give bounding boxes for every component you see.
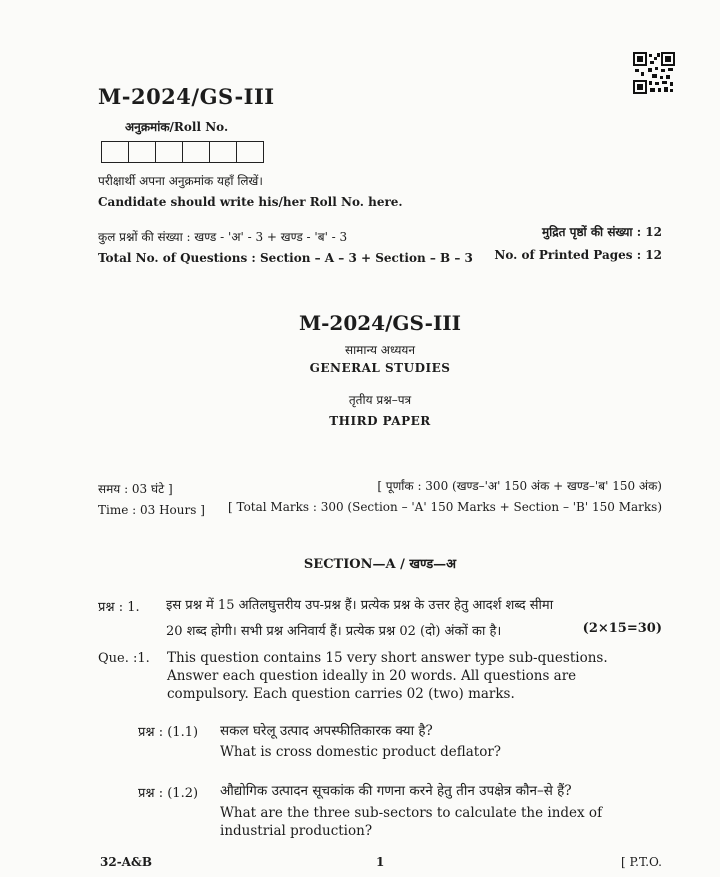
sub-question-text-english: industrial production? <box>220 823 373 839</box>
total-marks-english: [ Total Marks : 300 (Section – 'A' 150 Marks + Section – 'B' 150 Marks) <box>228 500 662 514</box>
sub-question-number: प्रश्न : (1.1) <box>138 725 199 740</box>
question-number-english: Que. :1. <box>98 651 150 666</box>
question-marks: (2×15=30) <box>582 621 662 636</box>
question-text-english: compulsory. Each question carries 02 (two) marks. <box>167 686 515 702</box>
subject-english: GENERAL STUDIES <box>309 361 451 375</box>
roll-number-label: अनुक्रमांक/Roll No. <box>125 120 229 134</box>
section-heading: SECTION—A / खण्ड—अ <box>303 557 457 572</box>
sub-question-text-english: What are the three sub-sectors to calculate the index of <box>220 805 603 821</box>
paper-code-top: M-2024/GS-III <box>98 84 275 109</box>
total-questions-hindi: कुल प्रश्नों की संख्या : खण्ड - 'अ' - 3 + खण्ड - 'ब' - 3 <box>98 230 348 244</box>
roll-instruction-english: Candidate should write his/her Roll No. here. <box>98 195 403 209</box>
roll-digit-box[interactable] <box>102 142 129 162</box>
sub-question-text-english: What is cross domestic product deflator? <box>220 744 502 760</box>
question-text-english: Answer each question ideally in 20 words. All questions are <box>167 668 577 684</box>
roll-instruction-hindi: परीक्षार्थी अपना अनुक्रमांक यहाँ लिखें। <box>98 174 263 188</box>
question-text-english: This question contains 15 very short answer type sub-questions. <box>167 650 608 666</box>
question-text-hindi: 20 शब्द होगी। सभी प्रश्न अनिवार्य हैं। प्रत्येक प्रश्न 02 (दो) अंकों का है। <box>166 624 502 639</box>
printed-pages-english: No. of Printed Pages : 12 <box>494 248 662 262</box>
printed-pages-hindi: मुद्रित पृष्ठों की संख्या : 12 <box>541 225 662 239</box>
roll-digit-box[interactable] <box>183 142 210 162</box>
roll-digit-box[interactable] <box>156 142 183 162</box>
qr-code-icon <box>633 52 675 94</box>
question-number-hindi: प्रश्न : 1. <box>98 600 140 615</box>
paper-number-hindi: तृतीय प्रश्न–पत्र <box>348 393 412 407</box>
sub-question-text-hindi: औद्योगिक उत्पादन सूचकांक की गणना करने हेतु तीन उपक्षेत्र कौन–से हैं? <box>220 783 572 799</box>
question-text-hindi: इस प्रश्न में 15 अतिलघुत्तरीय उप-प्रश्न हैं। प्रत्येक प्रश्न के उत्तर हेतु आदर्श शब्द सीमा <box>166 598 554 613</box>
paper-code-title: M-2024/GS-III <box>298 311 462 335</box>
roll-digit-box[interactable] <box>210 142 237 162</box>
please-turn-over: [ P.T.O. <box>621 855 662 869</box>
booklet-code: 32-A&B <box>100 855 152 869</box>
roll-number-boxes[interactable] <box>101 141 264 163</box>
subject-hindi: सामान्य अध्ययन <box>344 343 416 357</box>
sub-question-text-hindi: सकल घरेलू उत्पाद अपस्फीतिकारक क्या है? <box>220 723 433 739</box>
roll-digit-box[interactable] <box>237 142 263 162</box>
paper-number-english: THIRD PAPER <box>329 414 431 428</box>
roll-digit-box[interactable] <box>129 142 156 162</box>
time-hindi: समय : 03 घंटे ] <box>98 482 173 496</box>
sub-question-number: प्रश्न : (1.2) <box>138 786 199 801</box>
time-english: Time : 03 Hours ] <box>98 503 205 517</box>
total-marks-hindi: [ पूर्णांक : 300 (खण्ड–'अ' 150 अंक + खण्ड–'ब' 150 अंक) <box>377 479 662 493</box>
page-number: 1 <box>376 855 385 869</box>
total-questions-english: Total No. of Questions : Section – A – 3 + Section – B – 3 <box>98 251 473 265</box>
